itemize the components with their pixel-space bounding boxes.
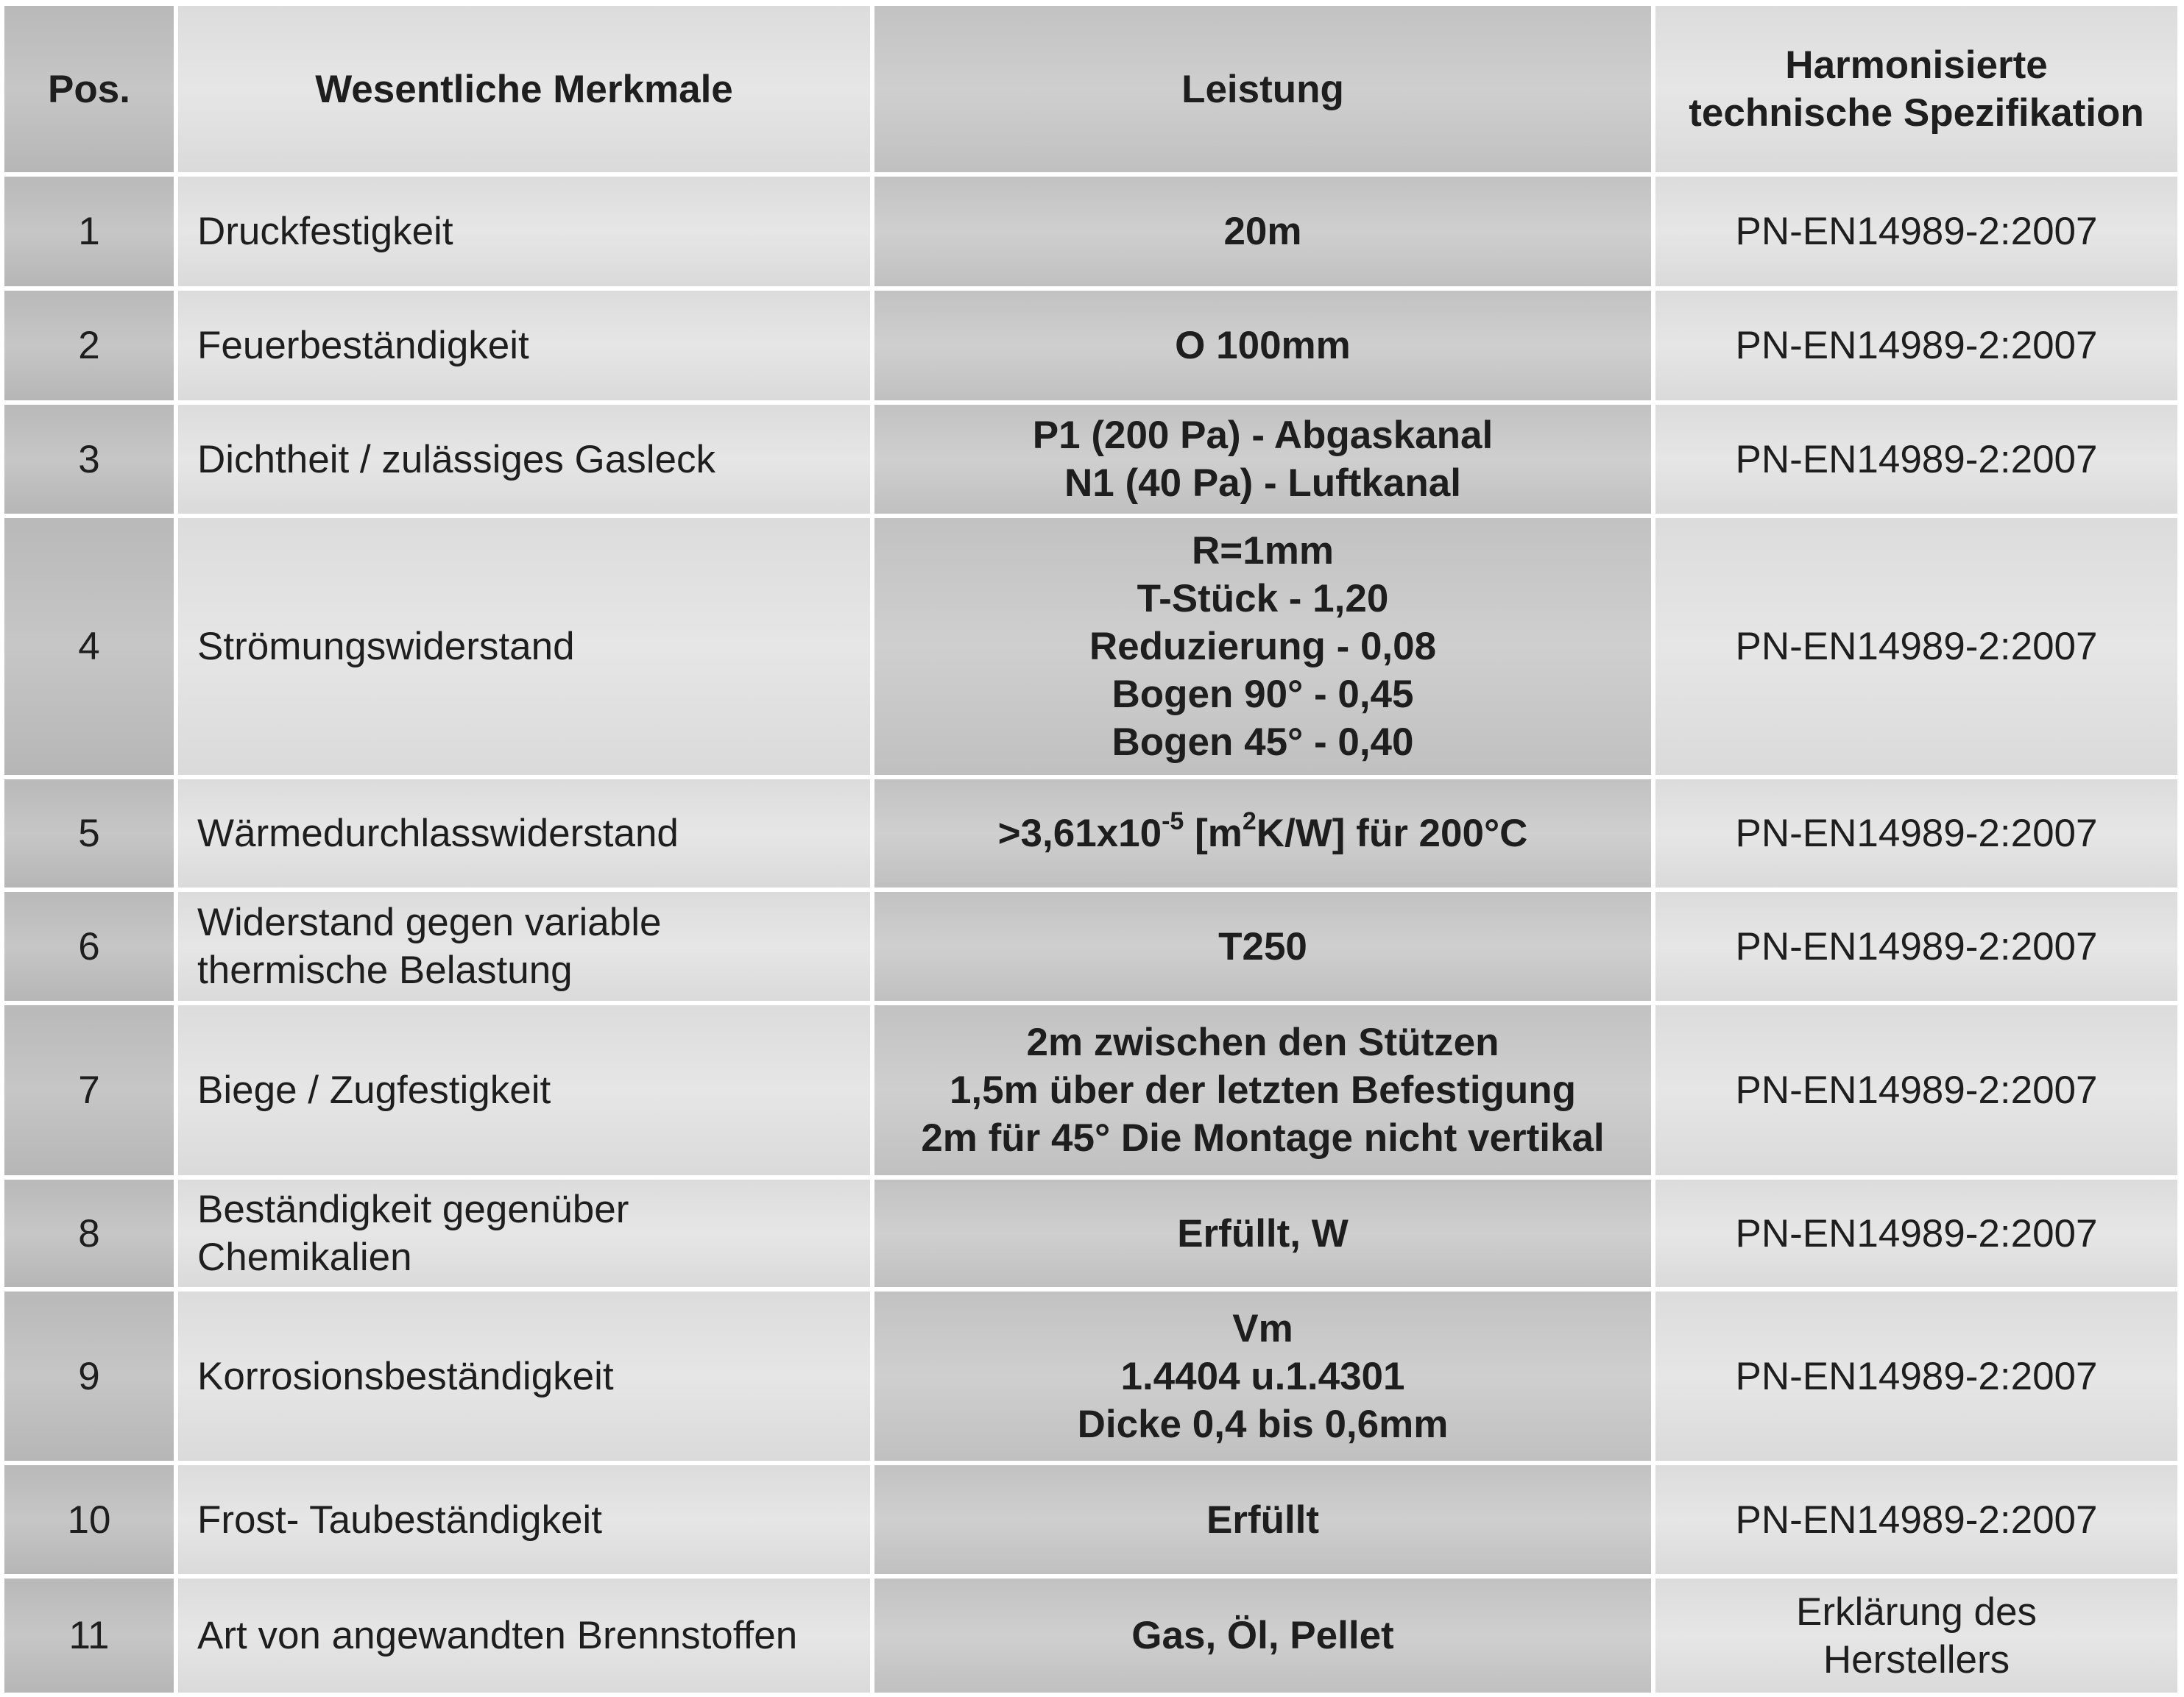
cell-pos: 10	[4, 1465, 178, 1579]
cell-line: Wärmedurchlasswiderstand	[197, 812, 679, 855]
value-text: >3,61x10	[997, 812, 1162, 855]
cell-pos: 1	[4, 177, 178, 291]
cell-line: Frost- Taubeständigkeit	[197, 1498, 602, 1542]
cell-spezifikation	[1655, 177, 2177, 291]
cell-spezifikation	[1655, 1579, 2177, 1693]
cell-leistung	[874, 291, 1655, 405]
table-row	[4, 518, 2177, 779]
cell-leistung	[874, 1180, 1655, 1292]
cell-pos: 5	[4, 779, 178, 892]
cell-line: Gas, Öl, Pellet	[1131, 1614, 1394, 1657]
cell-pos: 6	[4, 892, 178, 1005]
cell-pos: 11	[4, 1579, 178, 1693]
cell-line: 2m zwischen den Stützen	[1026, 1021, 1499, 1064]
cell-merkmal	[178, 1292, 874, 1465]
table-row	[4, 1579, 2177, 1693]
cell-line: 20m	[1223, 210, 1302, 253]
cell-spezifikation	[1655, 1005, 2177, 1180]
table-row	[4, 405, 2177, 518]
table-row	[4, 1180, 2177, 1292]
table-row	[4, 1465, 2177, 1579]
cell-line: Reduzierung - 0,08	[1089, 625, 1437, 668]
cell-line: Erfüllt, W	[1177, 1211, 1349, 1255]
cell-spezifikation	[1655, 291, 2177, 405]
cell-merkmal	[178, 1180, 874, 1292]
cell-merkmal	[178, 518, 874, 779]
cell-merkmal	[178, 1579, 874, 1693]
cell-line: PN-EN14989-2:2007	[1735, 625, 2098, 668]
cell-pos: 9	[4, 1292, 178, 1465]
cell-line: PN-EN14989-2:2007	[1735, 1354, 2098, 1398]
header-leistung: Leistung	[874, 6, 1655, 177]
cell-line: PN-EN14989-2:2007	[1735, 324, 2098, 367]
cell-line: 2m für 45° Die Montage nicht vertikal	[921, 1116, 1605, 1160]
cell-line: PN-EN14989-2:2007	[1735, 1211, 2098, 1255]
table-header	[4, 6, 2177, 177]
cell-line: 1,5m über der letzten Befestigung	[949, 1069, 1577, 1112]
cell-pos: 8	[4, 1180, 178, 1292]
cell-line: Korrosionsbeständigkeit	[197, 1354, 614, 1398]
value-text: K/W] für 200°C	[1256, 812, 1528, 855]
cell-line: Bogen 90° - 0,45	[1112, 673, 1414, 716]
cell-line: Dichtheit / zulässiges Gasleck	[197, 437, 716, 481]
cell-leistung	[874, 1005, 1655, 1180]
cell-line: Bogen 45° - 0,40	[1112, 720, 1414, 764]
cell-merkmal	[178, 177, 874, 291]
cell-pos: 3	[4, 405, 178, 518]
cell-pos: 4	[4, 518, 178, 779]
header-spec-line: Harmonisierte	[1785, 43, 2048, 87]
cell-line: T250	[1218, 924, 1307, 968]
cell-line	[885, 809, 1641, 857]
cell-spezifikation	[1655, 405, 2177, 518]
table-row	[4, 779, 2177, 892]
cell-line: Erfüllt	[1206, 1498, 1320, 1542]
cell-line: Erklärung des	[1795, 1590, 2037, 1634]
header-spezifikation	[1655, 6, 2177, 177]
cell-leistung	[874, 177, 1655, 291]
cell-line: 1.4404 u.1.4301	[1120, 1354, 1405, 1398]
header-merkmal: Wesentliche Merkmale	[178, 6, 874, 177]
cell-line: PN-EN14989-2:2007	[1735, 812, 2098, 855]
cell-spezifikation	[1655, 518, 2177, 779]
exponent: -5	[1162, 807, 1184, 836]
cell-line: Widerstand gegen variable	[197, 901, 662, 944]
header-pos: Pos.	[4, 6, 178, 177]
cell-line: Beständigkeit gegenüber	[197, 1188, 629, 1231]
table-row	[4, 892, 2177, 1005]
cell-line: PN-EN14989-2:2007	[1735, 1498, 2098, 1542]
cell-line: Biege / Zugfestigkeit	[197, 1069, 551, 1112]
cell-line: PN-EN14989-2:2007	[1735, 1069, 2098, 1112]
cell-line: R=1mm	[1192, 529, 1334, 573]
cell-line: N1 (40 Pa) - Luftkanal	[1064, 461, 1461, 505]
cell-merkmal	[178, 1465, 874, 1579]
table-row	[4, 1005, 2177, 1180]
cell-line: PN-EN14989-2:2007	[1735, 210, 2098, 253]
performance-table	[4, 6, 2177, 1693]
cell-spezifikation	[1655, 779, 2177, 892]
cell-spezifikation	[1655, 892, 2177, 1005]
cell-line: Art von angewandten Brennstoffen	[197, 1614, 798, 1657]
table-row	[4, 291, 2177, 405]
cell-line: Chemikalien	[197, 1236, 412, 1279]
cell-line: Strömungswiderstand	[197, 625, 575, 668]
cell-line: thermische Belastung	[197, 949, 573, 992]
cell-merkmal	[178, 779, 874, 892]
cell-merkmal	[178, 291, 874, 405]
value-text: [m	[1184, 812, 1243, 855]
header-spec-line: technische Spezifikation	[1689, 91, 2144, 135]
cell-leistung	[874, 518, 1655, 779]
cell-line: Druckfestigkeit	[197, 210, 453, 253]
table-body	[4, 177, 2177, 1693]
cell-line: O 100mm	[1175, 324, 1351, 367]
cell-line: Herstellers	[1823, 1637, 2010, 1682]
cell-line: P1 (200 Pa) - Abgaskanal	[1032, 414, 1494, 457]
cell-line: PN-EN14989-2:2007	[1735, 437, 2098, 481]
exponent: 2	[1242, 807, 1257, 836]
cell-merkmal	[178, 892, 874, 1005]
cell-pos: 7	[4, 1005, 178, 1180]
cell-leistung	[874, 1292, 1655, 1465]
cell-merkmal	[178, 1005, 874, 1180]
header-row	[4, 6, 2177, 177]
cell-leistung	[874, 892, 1655, 1005]
cell-spezifikation	[1655, 1292, 2177, 1465]
table-row	[4, 177, 2177, 291]
cell-spezifikation	[1655, 1180, 2177, 1292]
cell-leistung	[874, 1465, 1655, 1579]
cell-leistung	[874, 779, 1655, 892]
cell-line: Feuerbeständigkeit	[197, 324, 529, 367]
table-row	[4, 1292, 2177, 1465]
cell-line: T-Stück - 1,20	[1137, 577, 1389, 620]
cell-spezifikation	[1655, 1465, 2177, 1579]
cell-merkmal	[178, 405, 874, 518]
cell-line: Vm	[1232, 1306, 1293, 1350]
cell-line: Dicke 0,4 bis 0,6mm	[1077, 1402, 1449, 1446]
cell-line: PN-EN14989-2:2007	[1735, 924, 2098, 968]
cell-leistung	[874, 405, 1655, 518]
cell-pos: 2	[4, 291, 178, 405]
cell-leistung	[874, 1579, 1655, 1693]
